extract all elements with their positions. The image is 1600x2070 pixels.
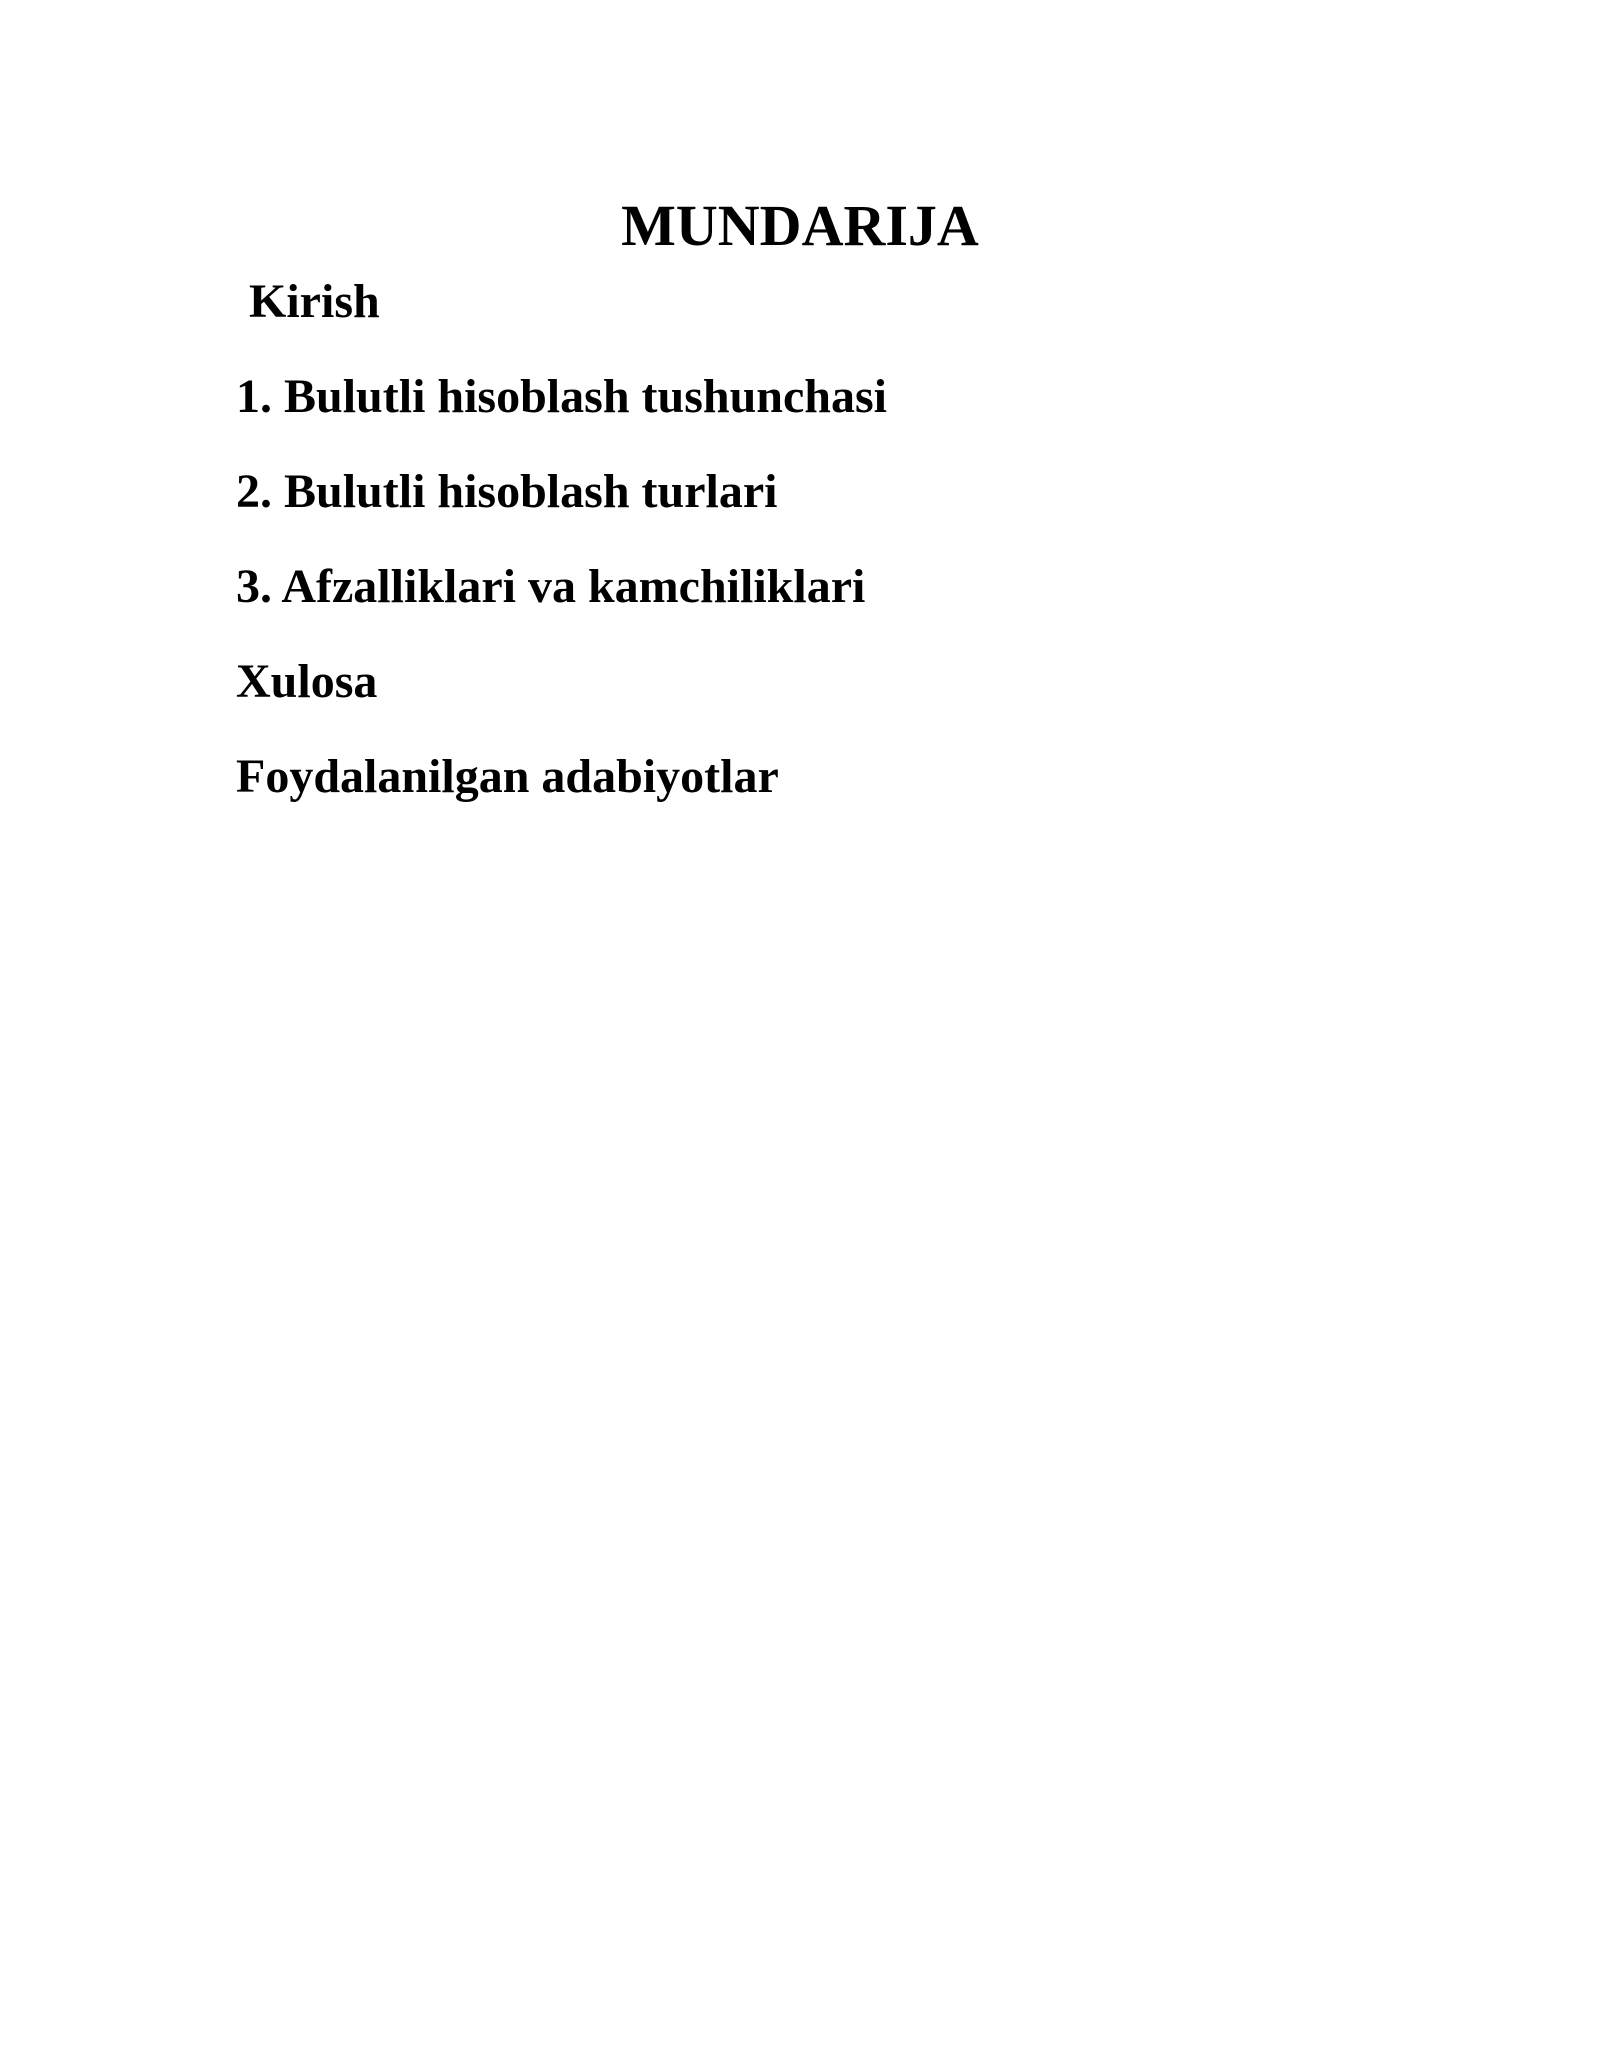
toc-item-chapter-1: 1. Bulutli hisoblash tushunchasi — [236, 370, 887, 423]
toc-item-introduction: Kirish — [249, 275, 380, 328]
toc-item-chapter-3: 3. Afzalliklari va kamchiliklari — [236, 560, 866, 613]
toc-item-conclusion: Xulosa — [236, 655, 378, 708]
page-title: MUNDARIJA — [621, 193, 979, 258]
toc-item-references: Foydalanilgan adabiyotlar — [236, 750, 779, 803]
table-of-contents — [236, 272, 887, 842]
toc-item-chapter-2: 2. Bulutli hisoblash turlari — [236, 465, 778, 518]
